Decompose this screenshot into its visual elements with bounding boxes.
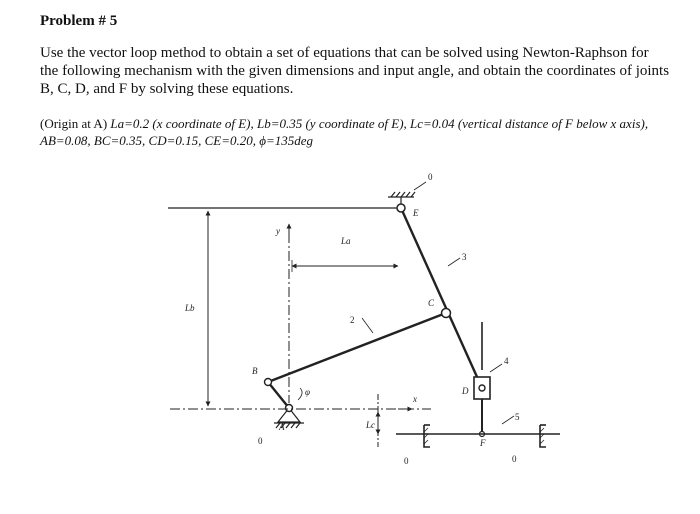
phi-arc <box>298 388 302 400</box>
link-2 <box>268 313 446 382</box>
label-x-axis: x <box>413 394 417 404</box>
rail-bracket-right <box>540 425 546 447</box>
joint-A <box>286 405 293 412</box>
label-La: La <box>341 236 351 246</box>
problem-title: Problem # 5 <box>40 13 118 29</box>
label-link5: 5 <box>515 412 520 422</box>
label-phi: φ <box>305 387 310 397</box>
label-D: D <box>462 386 469 396</box>
ground-label-A: 0 <box>258 436 263 446</box>
label-E: E <box>413 208 419 218</box>
joint-E <box>397 204 405 212</box>
ground-label-rail-left: 0 <box>404 456 409 466</box>
given-prefix: (Origin at A) <box>40 116 111 131</box>
label-link4: 4 <box>504 356 509 366</box>
ground-E <box>388 182 426 204</box>
label-A: A <box>279 422 285 432</box>
joint-C <box>442 309 451 318</box>
ground-label-E: 0 <box>428 172 433 182</box>
ground-label-rail-right: 0 <box>512 454 517 464</box>
label-B: B <box>252 366 258 376</box>
label-C: C <box>428 298 435 308</box>
joint-D <box>479 385 485 391</box>
problem-statement: Use the vector loop method to obtain a set of equations that can be solved using Newton-Raphson for the following mechanism with the given dimensions and input angle, and obtain the coordinates of joints B, C, D, and F by solving these equations. <box>40 45 670 97</box>
link-3 <box>401 208 482 388</box>
given-values-italic: La=0.2 (x coordinate of E), Lb=0.35 (y coordinate of E), Lc=0.04 (vertical distance of F below x axis), AB=0.08, BC=0.35, CD=0.15, CE=0.20, ϕ=135deg <box>40 116 649 148</box>
label-link2: 2 <box>350 315 355 325</box>
label-Lb: Lb <box>185 303 195 313</box>
label-link3: 3 <box>462 252 467 262</box>
label-F: F <box>480 438 486 448</box>
label-Lc: Lc <box>366 420 375 430</box>
crank-AB <box>268 382 289 408</box>
label-y-axis: y <box>276 226 280 236</box>
rail-bracket-left <box>424 425 430 447</box>
joint-B <box>265 379 272 386</box>
